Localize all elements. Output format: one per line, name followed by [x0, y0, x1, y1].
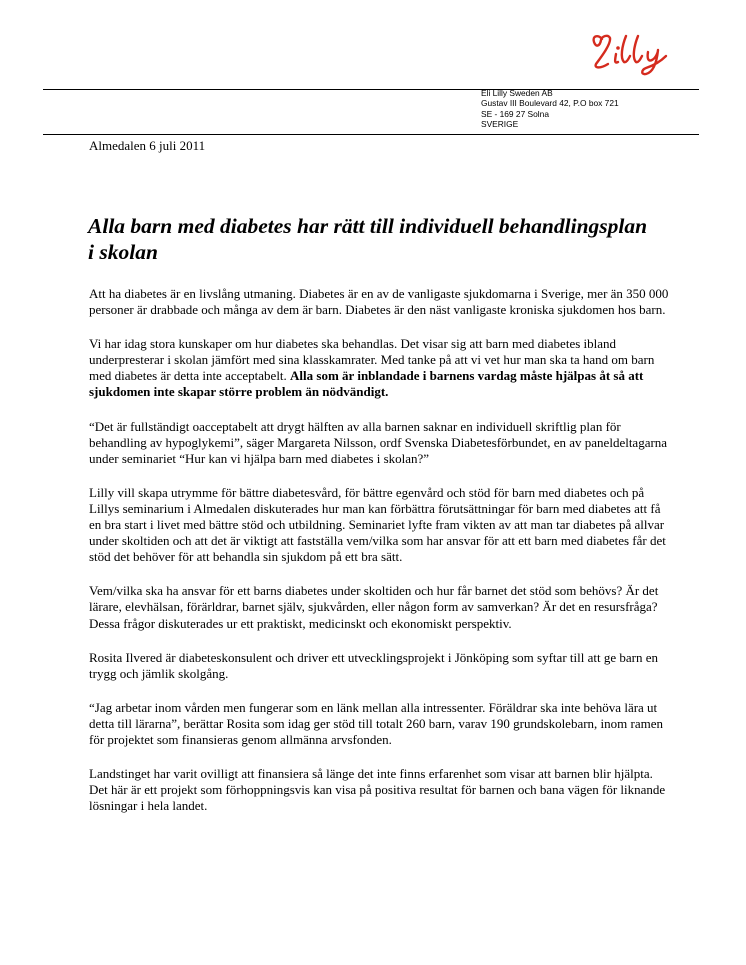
dateline: Almedalen 6 juli 2011 — [89, 138, 206, 153]
header-divider-top — [43, 89, 699, 90]
page-title: Alla barn med diabetes har rätt till individuell behandlingsplan i skolan — [88, 214, 648, 264]
paragraph: Lilly vill skapa utrymme för bättre diabetesvård, för bättre egenvård och stöd för barn med diabetes och på Lillys seminarium i Almedalen diskuterades hur man kan förbättra förutsättningar för barn med diabetes att få en bra start i livet med bättre stöd och utbildning. Seminariet lyfte fram vikten av att man tar diabetes på allvar under skoltiden och att det är viktigt att fastställa vem/vilka som har ansvar för att ett barn med diabetes får det stöd det behöver för att behandla sin sjukdom på ett bra sätt. — [89, 484, 666, 565]
address-line: Eli Lilly Sweden AB — [481, 88, 553, 98]
paragraph: Att ha diabetes är en livslång utmaning. Diabetes är en av de vanligaste sjukdomarna i Sverige, mer än 350 000 personer är drabbade och många av dem är barn. Diabetes är den näst vanligaste kroniska sjukdomen hos barn. — [89, 286, 669, 318]
article-body — [89, 286, 669, 832]
company-address — [481, 88, 619, 129]
address-line: Gustav III Boulevard 42, P.O box 721 — [481, 98, 619, 109]
lilly-logo — [586, 30, 678, 76]
paragraph: “Det är fullständigt oacceptabelt att drygt hälften av alla barnen saknar en individuell skriftlig plan för behandling av hypoglykemi”, säger Margareta Nilsson, ordf Svenska Diabetesförbundet, en av paneldeltagarna under seminariet “Hur kan vi hjälpa barn med diabetes i skolan?” — [89, 418, 668, 466]
paragraph — [89, 336, 669, 400]
paragraph: “Jag arbetar inom vården men fungerar som en länk mellan alla intressenter. Föräldrar ska inte behöva lära ut detta till lärarna”, berättar Rosita som idag ger stöd till totalt 260 barn, varav 190 grundskolebarn, inom ramen för projektet som finansieras genom allmänna arvsfonden. — [89, 699, 664, 747]
address-line: SE - 169 27 Solna — [481, 108, 549, 119]
lilly-logo-icon — [586, 30, 678, 76]
paragraph: Landstinget har varit ovilligt att finansiera så länge det inte finns erfarenhet som visar att barnen blir hjälpta. Det här är ett projekt som förhoppningsvis kan visa på positiva resultat för barnen och bana vägen för liknande lösningar i hela landet. — [89, 766, 666, 814]
paragraph: Vem/vilka ska ha ansvar för ett barns diabetes under skoltiden och hur får barnet det stöd som behövs? Är det lärare, elevhälsan, förärldrar, barnet själv, sjukvården, eller någon form av samverkan? Är det en resursfråga? Dessa frågor diskuterades ur ett praktiskt, medicinskt och ekonomiskt perspektiv. — [89, 583, 659, 631]
paragraph: Rosita Ilvered är diabeteskonsulent och driver ett utvecklingsprojekt i Jönköping som syftar till att ge barn en trygg och jämlik skolgång. — [89, 649, 658, 681]
paragraph-text: Vi har idag stora kunskaper om hur diabetes ska behandlas. Det visar sig att barn med diabetes ibland underpresterar i skolan jämfört med sina klasskamrater. Med tanke på att vi vet hur man ska ta hand om barn med diabetes är detta inte acceptabelt. — [89, 336, 655, 384]
address-line: SVERIGE — [481, 118, 519, 129]
header-divider-bottom — [43, 134, 699, 135]
paragraph-bold-text: Alla som är inblandade i barnens vardag måste hjälpas åt så att sjukdomen inte skapar större problem än nödvändigt. — [89, 368, 644, 400]
